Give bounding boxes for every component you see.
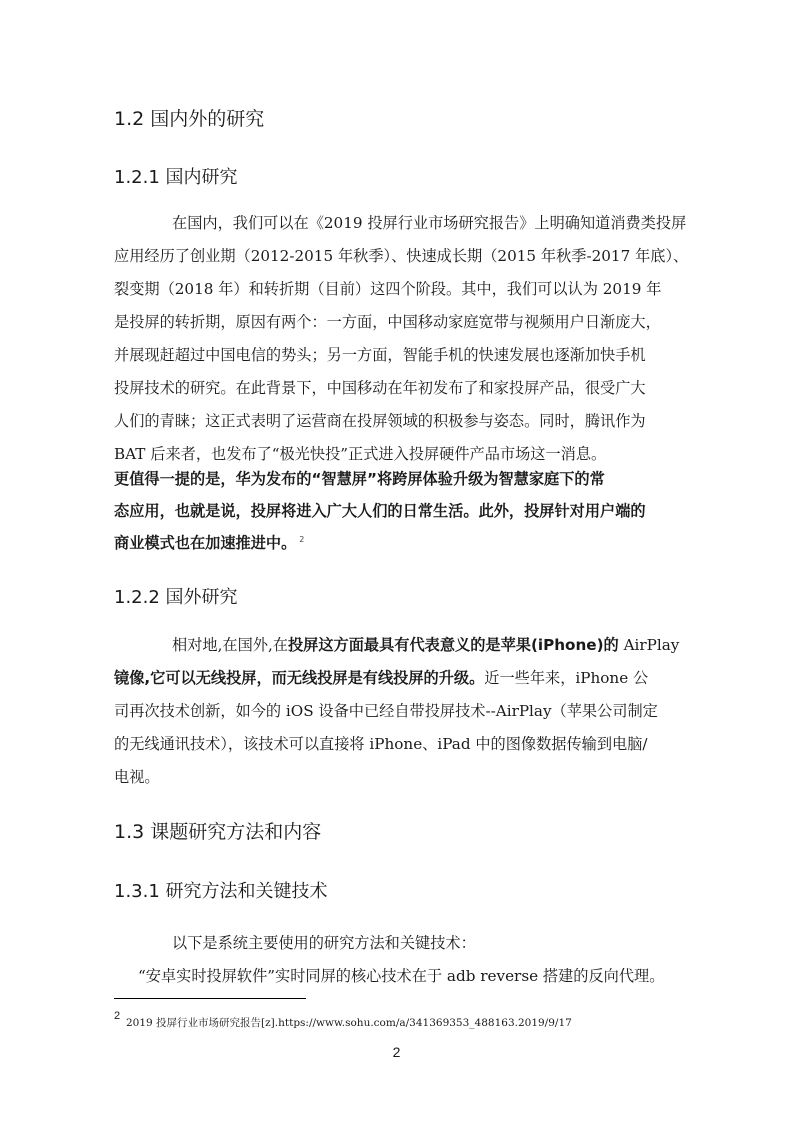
subsection-heading-1-3-1: 1.3.1 研究方法和关键技术 bbox=[114, 881, 328, 902]
text-line: 态应用，也就是说，投屏将进入广大人们的日常生活。此外，投屏针对用户端的 bbox=[114, 502, 646, 520]
text-line: 相对地,在国外,在投屏这方面最具有代表意义的是苹果(iPhone)的 AirPlay bbox=[172, 636, 680, 654]
section-heading-1-3: 1.3 课题研究方法和内容 bbox=[114, 821, 322, 843]
text-line: 以下是系统主要使用的研究方法和关键技术： bbox=[172, 934, 476, 952]
footnote-separator bbox=[114, 998, 306, 999]
text-line: 电视。 bbox=[114, 768, 160, 786]
text-line: 是投屏的转折期，原因有两个：一方面，中国移动家庭宽带与视频用户日渐庞大， bbox=[114, 313, 661, 331]
text-line: 人们的青睐；这正式表明了运营商在投屏领域的积极参与姿态。同时，腾讯作为 bbox=[114, 412, 646, 430]
text-line: 司再次技术创新，如今的 iOS 设备中已经自带投屏技术--AirPlay（苹果公司制定 bbox=[114, 702, 658, 720]
text-line: 的无线通讯技术），该技术可以直接将 iPhone、iPad 中的图像数据传输到电脑/ bbox=[114, 735, 648, 753]
text-line: 更值得一提的是，华为发布的“智慧屏”将跨屏体验升级为智慧家庭下的常 bbox=[114, 470, 605, 488]
footnote-ref[interactable]: 2 bbox=[299, 535, 305, 544]
text-line: 镜像,它可以无线投屏，而无线投屏是有线投屏的升级。近一些年来，iPhone 公 bbox=[114, 669, 649, 687]
text-line: 在国内，我们可以在《2019 投屏行业市场研究报告》上明确知道消费类投屏 bbox=[172, 214, 687, 232]
footnote-mark: 2 bbox=[114, 1010, 121, 1022]
text-line: 投屏技术的研究。在此背景下，中国移动在年初发布了和家投屏产品，很受广大 bbox=[114, 379, 646, 397]
text-line: 商业模式也在加速推进中。 $^2$ bbox=[114, 534, 305, 552]
text-line: 应用经历了创业期（2012-2015 年秋季）、快速成长期（2015 年秋季-2017 年底）、 bbox=[114, 247, 689, 265]
subsection-heading-1-2-2: 1.2.2 国外研究 bbox=[114, 587, 238, 608]
page-number: 2 bbox=[392, 1044, 401, 1060]
section-heading-1-2: 1.2 国内外的研究 bbox=[114, 108, 265, 130]
text-line: BAT 后来者，也发布了“极光快投”正式进入投屏硬件产品市场这一消息。 bbox=[114, 445, 607, 463]
text-line: “安卓实时投屏软件”实时同屏的核心技术在于 adb reverse 搭建的反向代理。 bbox=[138, 967, 665, 985]
text-line: 裂变期（2018 年）和转折期（目前）这四个阶段。其中，我们可以认为 2019 年 bbox=[114, 280, 662, 298]
footnote-text: 2019 投屏行业市场研究报告[z].https://www.sohu.com/a/341369353_488163.2019/9/17 bbox=[126, 1017, 572, 1029]
subsection-heading-1-2-1: 1.2.1 国内研究 bbox=[114, 167, 238, 188]
text-line: 并展现赶超过中国电信的势头；另一方面，智能手机的快速发展也逐渐加快手机 bbox=[114, 346, 646, 364]
